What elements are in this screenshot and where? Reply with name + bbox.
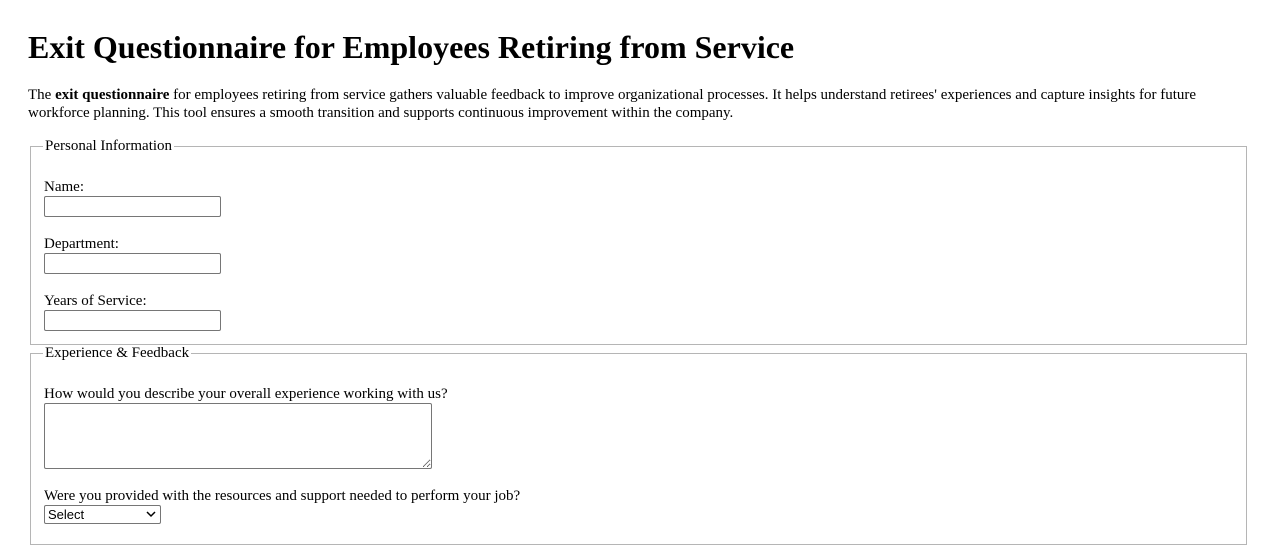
overall-experience-label: How would you describe your overall experience working with us?	[44, 386, 448, 402]
department-label: Department:	[44, 236, 119, 252]
intro-text-rest: for employees retiring from service gathers valuable feedback to improve organizational processes. It helps understand retirees' experiences and capture insights for future workforce planning. This tool ensures a smooth transition and supports continuous improvement within the company.	[28, 87, 1197, 121]
intro-bold-term: exit questionnaire	[55, 87, 170, 103]
intro-paragraph	[28, 86, 1243, 122]
experience-feedback-legend: Experience & Feedback	[45, 345, 190, 361]
overall-experience-textarea[interactable]	[44, 403, 432, 469]
personal-information-fieldset	[30, 138, 1247, 345]
name-input[interactable]	[44, 196, 221, 217]
resources-support-label: Were you provided with the resources and support needed to perform your job?	[44, 488, 521, 504]
resources-support-selected-value: Select	[48, 507, 85, 522]
name-label: Name:	[44, 179, 84, 195]
personal-information-legend: Personal Information	[45, 138, 173, 154]
page-title: Exit Questionnaire for Employees Retiring from Service	[28, 29, 795, 65]
years-of-service-label: Years of Service:	[44, 293, 147, 309]
chevron-down-icon	[146, 510, 156, 518]
experience-feedback-fieldset	[30, 345, 1247, 545]
intro-text-start: The	[28, 87, 56, 103]
resources-support-select[interactable]	[44, 505, 161, 524]
years-of-service-input[interactable]	[44, 310, 221, 331]
department-input[interactable]	[44, 253, 221, 274]
